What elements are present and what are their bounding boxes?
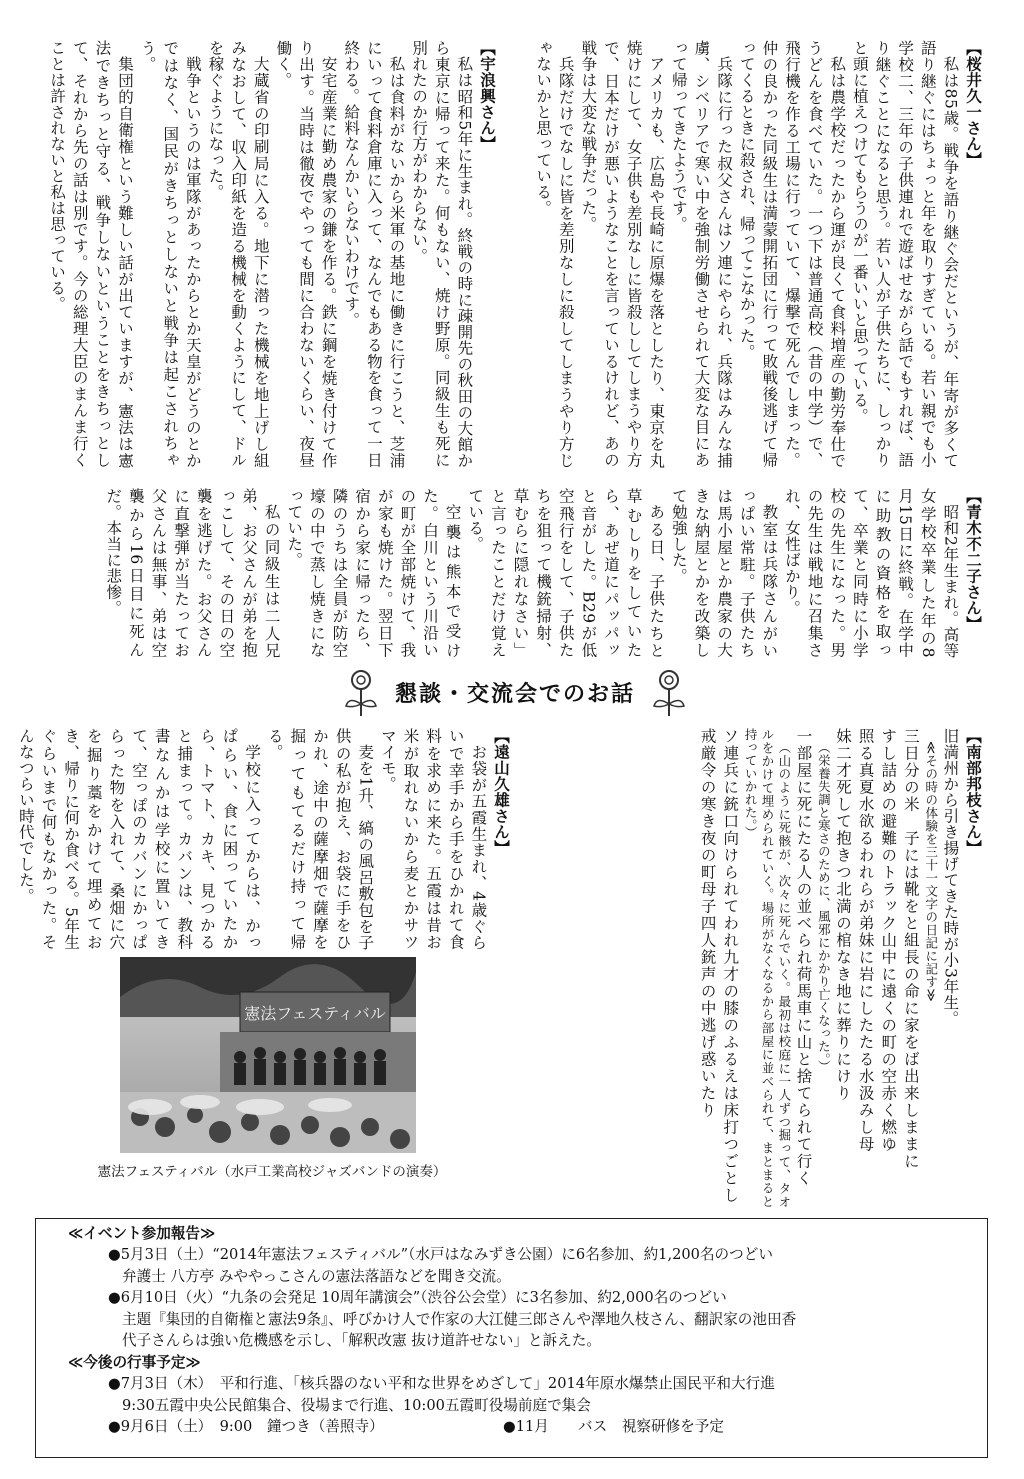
paragraph: 空襲は熊本で受けた。白川という川沿いの町が全部焼けて、我が家も焼けた。翌日下宿から家に帰ったら、隣のうちは全員が防空壕の中で蒸し焼きになっていた。 [285, 488, 462, 658]
divider-title: 懇談・交流会でのお話 [394, 681, 635, 707]
event-info-box [35, 1218, 988, 1458]
schedule-heading: ≪今後の行事予定≫ [68, 1353, 201, 1371]
paragraph: 学校に入ってからは、かっぱらい、食に困っていたから、トマト、カキ、見つかると捕まって。カバンは、教科書なんかは学校に置いてきて、空っぽのカバンにかっぱらった物を入れて、桑畑に穴を掘り藁をかけて埋めておき、帰りに何か食べる。5年生ぐらいまで何もなかった。そんなつらい時代でした。 [16, 728, 262, 950]
report-heading: ≪イベント参加報告≫ [68, 1225, 216, 1242]
report-item: 主題『集団的自衛権と憲法9条』、呼びかけ人で作家の大江健三郎さんや澤地久枝さん、翻訳家の池田香 [122, 1310, 797, 1328]
section-unami [28, 40, 498, 468]
stage-sign: 憲法フェスティバル [244, 1004, 386, 1023]
section-heading: 【青木不二子さん】 [964, 488, 982, 632]
section-heading: 【南部邦枝さん】 [964, 728, 982, 856]
flower-icon [341, 666, 381, 718]
schedule-item [108, 1416, 969, 1437]
section-heading: 【桜井久一さん】 [964, 40, 982, 168]
note: （栄養失調と寒さのために、風邪にかかり亡くなった。） [816, 740, 832, 1073]
schedule-item-nov: ●11月 バス 視察研修を予定 [502, 1417, 724, 1435]
paragraph: 集団的自衛権という難しい話が出ていますが、憲法は憲法できちっと守る、戦争しないということをきちっとして、それから先の話は別です。今の総理大臣のまんま行くことは許されないと私は思っている。 [48, 40, 134, 468]
paragraph: 私は85歳。戦争を語り継ぐ会だというが、年寄が多くて語り継ぐにはちょっと年を取りすぎている。若い親でも小学校二、三年の子供連れで遊ばせながら話でもすれば、語り継ぐことになると思う。若い人が子供たちに、しっかりと頭に植えつけてもらうのが一番いいと思っている。 [850, 40, 960, 468]
section-sakurai [529, 40, 984, 468]
photo-caption: 憲法フェスティバル（水戸工業高校ジャズバンドの演奏） [97, 1164, 447, 1180]
paragraph: 兵隊に行った叔父さんはソ連にやられ、兵隊はみんな捕虜、シベリアで寒い中を強制労働させられて大変な目にあって帰ってきたようです。 [669, 40, 734, 468]
report-item: 弁護士 八方亭 みややっこさんの憲法落語などを聞き交流。 [122, 1267, 511, 1285]
section-heading: 【遠山久雄さん】 [492, 728, 510, 856]
poem: すし詰めの避難のトラック山中に遠くの町の空赤く燃ゆ [879, 728, 898, 1153]
flower-icon [649, 666, 689, 718]
poem: ソ連兵に銃口向けられてわれ九才の膝のふるえは床打つごとし [721, 728, 740, 1204]
paragraph: 戦争というのは軍隊があったからとか天皇がどうのとかではなく、国民がきちっとしないと戦争は起こされちゃう。 [138, 40, 202, 468]
paragraph: 私は農学校だったから運が良くて食料増産の勤労奉仕でうどんを食べていた。一つ下は普通高校（昔の中学）で、飛行機を作る工場に行っていて、爆撃で死んでしまった。仲の良かった同級生は満蒙開拓団に行って敗戦後逃げて帰ってくるときに殺され、帰ってこなかった。 [737, 40, 847, 468]
paragraph: 私は昭和5年に生まれ。終戦の時に疎開先の秋田の大館から東京に帰って来た。何もない、焼け野原。同級生も死に別れたのか行方がわからない。 [410, 40, 474, 468]
schedule-item-sept: ●9月6日（土） 9:00 鐘つき（善照寺） [108, 1417, 384, 1435]
section-heading: 【宇浪興さん】 [478, 40, 496, 152]
section-toyama [16, 728, 512, 950]
paragraph: 旧満州から引き揚げてきた時が小3年生。 [941, 728, 960, 1027]
paragraph: 大蔵省の印刷局に入る。地下に潜った機械を地上げし組みなおして、収入印紙を造る機械を動くようにして、ドルを稼ぐようになった。 [206, 40, 270, 468]
paragraph: 私は食料がないから米軍の基地に働きに行こうと、芝浦にいって食料倉庫に入って、なんでもある物を食って一日終わる。給料なんかいらないわけです。 [342, 40, 406, 468]
schedule-item: ●7月3日（木） 平和行進、「核兵器のない平和な世界をめざして」2014年原水爆禁止国民平和大行進 [108, 1375, 775, 1393]
report-item: 代子さんらは強い危機感を示し、「解釈改憲 抜け道許せない」と訴えた。 [122, 1332, 601, 1350]
section-divider [325, 663, 705, 721]
paragraph: 昭和2年生まれ。高等女学校卒業した年の8月15日に終戦。在学中に助教の資格を取って、卒業と同時に小学校の先生になった。男の先生は戦地に召集され、女性ばかり。 [783, 488, 960, 658]
poem: 戒厳令の寒き夜の町母子四人銃声の中逃げ惑いたり [698, 728, 717, 1119]
event-photo [120, 957, 416, 1153]
paragraph: 兵隊だけでなしに皆を差別なしに殺してしまうやり方じゃないかと思っている。 [534, 40, 575, 468]
report-item: ●6月10日（火）“九条の会発足 10周年講演会”（渋谷公会堂）に3名参加、約2,000名のつどい [108, 1289, 727, 1307]
note: （山のように死骸が、次々に死んでいく。最初は校庭に一人ずつ掘って、タオルをかけて埋められていく。場所がなくなるから部屋に並べられて、まとまると持っていかれた。） [743, 728, 792, 1208]
band-photo-illustration [120, 957, 416, 1153]
section-aoki [40, 488, 984, 658]
schedule-item: 9:30五霞中央公民館集合、役場まで行進、10:00五霞町役場前庭で集会 [122, 1396, 591, 1414]
poem: 三日分の米 子には靴をと組長の命に家をば出来しままに [901, 728, 920, 1170]
poem: 照る真夏水欲るわれらが弟妹に岩にしたたる水汲みし母 [856, 728, 875, 1153]
paragraph: 麦を1升、縞の風呂敷包を子供の私が抱え、お袋に手をひかれ、途中の薩摩畑で薩摩を掘ってもてるだけ持って帰る。 [265, 728, 375, 950]
report-item: ●5月3日（土）“2014年憲法フェスティバル”（水戸はなみずき公園）に6名参加、約1,200名のつどい [108, 1246, 773, 1264]
poem: 一部屋に死にたる人の並べられ荷馬車に山と捨てられて行く [794, 728, 813, 1187]
section-nambu [539, 728, 984, 1208]
paragraph: ある日、子供たちと草むしりをしていたら、あぜ道にパッパッと音がした。B29が低空飛行をして、子供たちを狙って機銃掃射、草むらに隠れなさい」と言ったことだけ覚えている。 [466, 488, 666, 658]
note: ≪その時の体験を三十一文字の日記に記す≫ [923, 740, 939, 1002]
paragraph: 私の同級生は二人兄弟、お父さんが弟を抱っこして、その日の空襲を逃げた。お父さんに直撃弾が当たってお父さんは無事、弟は空襲から16日目に死んだ。本当に悲惨。 [104, 488, 281, 658]
poem: 妹二才死して抱きつ北満の棺なき地に葬りにけり [834, 728, 852, 1102]
paragraph: お袋が五霞生まれ、4歳ぐらいで幸手から手をひかれて食料を求めに来た。五霞は昔お米が取れないから麦とかサツマイモ。 [378, 728, 488, 950]
paragraph: 教室は兵隊さんがいっぱい常駐。子供たちは馬小屋とか農家の大きな納屋とかを改築して勉強した。 [669, 488, 779, 658]
paragraph: 安宅産業に勤め農家の鎌を作る。鉄に鋼を焼き付けて作り出す。当時は徹夜でやっても間に合わないくらい、夜昼働く。 [274, 40, 338, 468]
paragraph: アメリカも、広島や長崎に原爆を落としたり、東京を丸焼けにして、女子供も差別なしに皆殺ししてしまうやり方で、日本だけが悪いようなことを言っているけれど、あの戦争は大変な戦争だった。 [579, 40, 666, 468]
